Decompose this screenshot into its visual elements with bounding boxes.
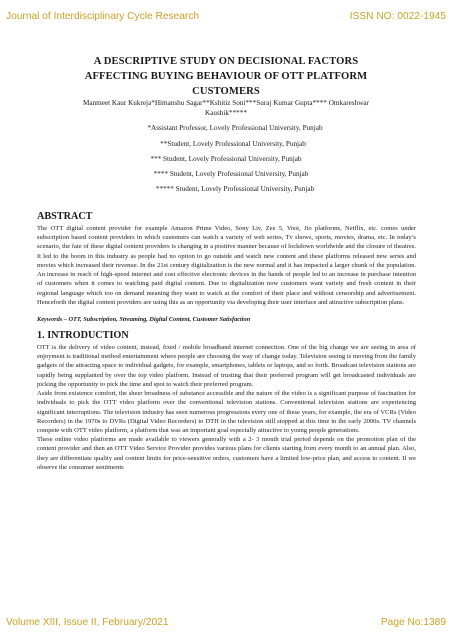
affiliation: **Student, Lovely Professional University, Punjab (160, 140, 306, 148)
author-line: Manmeet Kaur Kukreja*Himanshu Sagar**Kshitiz Soni***Suraj Kumar Gupta**** Omkareshwar (82, 99, 370, 107)
intro-paragraph: These online video platforms are made available to viewers generally with a 2- 3 month trial period depends on the promotion plan of the content provider and then an OTT Video Service Provider provides various plans for clients starting from every month to an annual plan. Also, they are differentiate quality and content limits for price-sensitive orders, customers have a limited low-price plan, and access to content. If we observe the consumer sentiments (37, 436, 416, 471)
introduction-heading: 1. INTRODUCTION (37, 329, 129, 341)
affiliation: *Assistant Professor, Lovely Professional University, Punjab (147, 124, 323, 132)
journal-name: Journal of Interdisciplinary Cycle Research (6, 11, 200, 22)
author-list (40, 99, 412, 118)
title-line: AFFECTING BUYING BEHAVIOUR OF OTT PLATFORM (84, 71, 368, 82)
keywords: Keywords – OTT, Subscription, Streaming, Digital Content, Customer Satisfaction (37, 315, 251, 323)
title-line: A DESCRIPTIVE STUDY ON DECISIONAL FACTORS (93, 56, 359, 67)
abstract-text: The OTT digital content provider for example Amazon Prime Video, Sony Liv, Zee 5, Voot, Jio platforms, Netflix, etc. comes under subscription based content providers in which customers can watch a variety of web series, Tv shows, sports, movies, drama, etc. In today’s scenario, the fate of these digital content providers is changing in a positive manner because of lockdown worldwide and the closure of theatres. It led to the boom in this industry as people had no option to go outside and watch new content and these platforms released new series and movies which increased their revenue. In the 21st century digitalization is the new normal and it has impacted a larger chunk of the population. An increase in reach of high-speed internet and cost effective electronic devices in the hands of people led to an increase in purchase intention of customers when it comes to watching paid digital content. Due to digitalization now customers want variety and fresh content in their regional language which too on demand meaning they want to watch at the comfort of their place and without censorship and advertisement. Henceforth the digital content providers are using this as an opportunity via developing their user interface and attractive subscription plans. (37, 225, 416, 306)
article-body (37, 211, 416, 606)
volume-issue: Volume XIII, Issue II, February/2021 (6, 617, 169, 628)
affiliation: *** Student, Lovely Professional University, Punjab (150, 155, 302, 163)
title-line: CUSTOMERS (192, 86, 260, 97)
page-number: Page No:1389 (380, 617, 446, 628)
intro-paragraph: OTT is the delivery of video content, instead, fixed / mobile broadband internet connection. One of the big change we are seeing in area of enjoyment is traditional method entertainment where people are choosing the way of change today. Television seeing is moving from the family gadgets of the attracting space to individual gadgets, for example, smartphones, tablets or laptops, and so forth. Broadcast television stations are rapidly being supplanted by over the top video platform. Instead of trusting that their preferred program will get broadcasted individuals are picking the opportunity to pick the time and spot to watch their preferred program. (37, 343, 416, 388)
author-line: Kaushik***** (205, 108, 247, 117)
issn-number: ISSN NO: 0022-1945 (349, 11, 446, 22)
page-header (6, 11, 446, 27)
intro-paragraph: Aside from existence comfort, the sheer broadness of substance accessible and the nature of the video is a significant purpose of fascination for individuals to pick the OTT video platform over the conventional television stations. Conventional television stations are experiencing significant interruptions. The television industry has seen numerous progressions every one of these years, for example, the era of VCRs (Video Recorders) in the 1970s to DVRs (Digital Video Recorders) to DTH in the television still stopped at this time in the early 2000s. TV channels compete with OTT video platform, a platform that was an important goal especially attractive to young people generations. (37, 390, 416, 434)
abstract-heading: ABSTRACT (37, 211, 93, 222)
paper-title (40, 54, 412, 99)
affiliation: ***** Student, Lovely Professional University, Punjab (155, 185, 315, 193)
affiliation: **** Student, Lovely Professional University, Punjab (153, 170, 309, 178)
page-footer (6, 617, 446, 633)
